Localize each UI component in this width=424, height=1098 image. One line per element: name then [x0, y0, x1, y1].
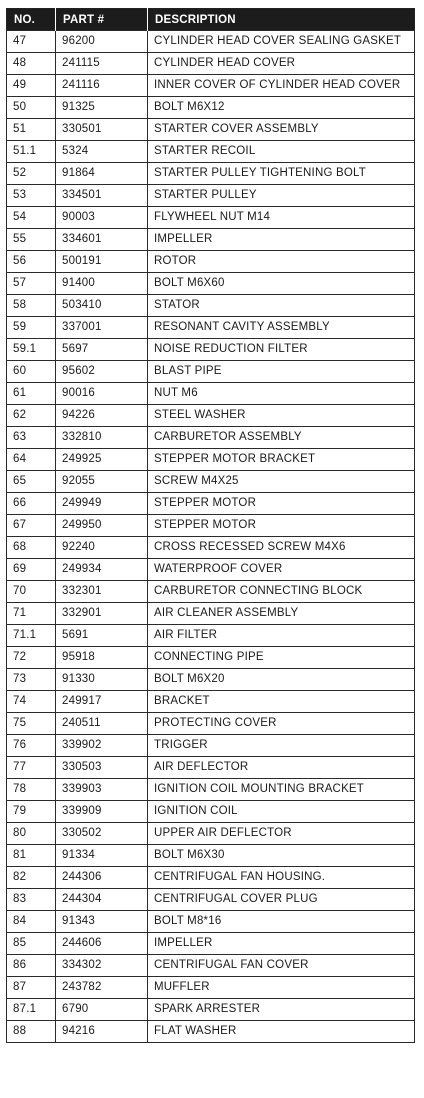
- table-row: [7, 251, 415, 273]
- cell-description: STEPPER MOTOR: [148, 493, 415, 515]
- table-row: [7, 405, 415, 427]
- cell-no: 76: [7, 735, 56, 757]
- cell-no: 77: [7, 757, 56, 779]
- cell-description: BOLT M6X12: [148, 97, 415, 119]
- table-row: [7, 163, 415, 185]
- cell-description: AIR FILTER: [148, 625, 415, 647]
- cell-part-number: 95918: [56, 647, 148, 669]
- cell-part-number: 332301: [56, 581, 148, 603]
- parts-table: [6, 8, 415, 1043]
- cell-part-number: 330502: [56, 823, 148, 845]
- table-row: [7, 75, 415, 97]
- cell-description: SPARK ARRESTER: [148, 999, 415, 1021]
- table-row: [7, 317, 415, 339]
- table-row: [7, 867, 415, 889]
- cell-no: 88: [7, 1021, 56, 1043]
- cell-description: CARBURETOR CONNECTING BLOCK: [148, 581, 415, 603]
- cell-part-number: 249934: [56, 559, 148, 581]
- cell-part-number: 249917: [56, 691, 148, 713]
- table-row: [7, 911, 415, 933]
- cell-part-number: 339902: [56, 735, 148, 757]
- table-row: [7, 361, 415, 383]
- cell-part-number: 249949: [56, 493, 148, 515]
- cell-no: 66: [7, 493, 56, 515]
- table-row: [7, 559, 415, 581]
- cell-description: CARBURETOR ASSEMBLY: [148, 427, 415, 449]
- table-row: [7, 691, 415, 713]
- cell-description: BOLT M6X20: [148, 669, 415, 691]
- cell-part-number: 91334: [56, 845, 148, 867]
- table-row: [7, 119, 415, 141]
- cell-no: 47: [7, 31, 56, 53]
- cell-part-number: 249925: [56, 449, 148, 471]
- cell-part-number: 94226: [56, 405, 148, 427]
- cell-description: STATOR: [148, 295, 415, 317]
- cell-description: BRACKET: [148, 691, 415, 713]
- cell-description: TRIGGER: [148, 735, 415, 757]
- table-row: [7, 229, 415, 251]
- table-row: [7, 999, 415, 1021]
- column-header-description: DESCRIPTION: [148, 9, 415, 31]
- cell-no: 62: [7, 405, 56, 427]
- cell-no: 71: [7, 603, 56, 625]
- cell-no: 65: [7, 471, 56, 493]
- cell-part-number: 90016: [56, 383, 148, 405]
- cell-no: 57: [7, 273, 56, 295]
- cell-no: 49: [7, 75, 56, 97]
- table-row: [7, 273, 415, 295]
- table-row: [7, 383, 415, 405]
- table-row: [7, 603, 415, 625]
- cell-part-number: 91330: [56, 669, 148, 691]
- cell-no: 71.1: [7, 625, 56, 647]
- cell-no: 48: [7, 53, 56, 75]
- table-row: [7, 1021, 415, 1043]
- table-row: [7, 713, 415, 735]
- cell-no: 83: [7, 889, 56, 911]
- cell-part-number: 244306: [56, 867, 148, 889]
- cell-part-number: 249950: [56, 515, 148, 537]
- cell-part-number: 241116: [56, 75, 148, 97]
- cell-description: WATERPROOF COVER: [148, 559, 415, 581]
- cell-part-number: 339903: [56, 779, 148, 801]
- table-header-row: [7, 9, 415, 31]
- column-header-part: PART #: [56, 9, 148, 31]
- cell-no: 51.1: [7, 141, 56, 163]
- table-row: [7, 493, 415, 515]
- cell-part-number: 500191: [56, 251, 148, 273]
- cell-part-number: 91864: [56, 163, 148, 185]
- cell-description: RESONANT CAVITY ASSEMBLY: [148, 317, 415, 339]
- cell-no: 84: [7, 911, 56, 933]
- cell-part-number: 90003: [56, 207, 148, 229]
- cell-part-number: 330503: [56, 757, 148, 779]
- cell-part-number: 332901: [56, 603, 148, 625]
- cell-description: SCREW M4X25: [148, 471, 415, 493]
- table-row: [7, 933, 415, 955]
- cell-description: AIR DEFLECTOR: [148, 757, 415, 779]
- cell-description: IGNITION COIL MOUNTING BRACKET: [148, 779, 415, 801]
- cell-description: ROTOR: [148, 251, 415, 273]
- table-row: [7, 515, 415, 537]
- cell-description: FLYWHEEL NUT M14: [148, 207, 415, 229]
- cell-no: 56: [7, 251, 56, 273]
- cell-description: BOLT M6X60: [148, 273, 415, 295]
- cell-description: STARTER PULLEY TIGHTENING BOLT: [148, 163, 415, 185]
- cell-description: CENTRIFUGAL COVER PLUG: [148, 889, 415, 911]
- cell-description: CYLINDER HEAD COVER: [148, 53, 415, 75]
- table-row: [7, 207, 415, 229]
- cell-description: INNER COVER OF CYLINDER HEAD COVER: [148, 75, 415, 97]
- table-row: [7, 625, 415, 647]
- cell-no: 61: [7, 383, 56, 405]
- cell-no: 80: [7, 823, 56, 845]
- cell-part-number: 96200: [56, 31, 148, 53]
- cell-no: 69: [7, 559, 56, 581]
- cell-no: 54: [7, 207, 56, 229]
- table-row: [7, 845, 415, 867]
- cell-no: 51: [7, 119, 56, 141]
- cell-description: CONNECTING PIPE: [148, 647, 415, 669]
- cell-description: BOLT M8*16: [148, 911, 415, 933]
- table-row: [7, 471, 415, 493]
- cell-no: 60: [7, 361, 56, 383]
- cell-description: CROSS RECESSED SCREW M4X6: [148, 537, 415, 559]
- cell-part-number: 91400: [56, 273, 148, 295]
- cell-description: CENTRIFUGAL FAN COVER: [148, 955, 415, 977]
- cell-description: IMPELLER: [148, 933, 415, 955]
- table-row: [7, 581, 415, 603]
- cell-no: 64: [7, 449, 56, 471]
- cell-no: 55: [7, 229, 56, 251]
- cell-part-number: 6790: [56, 999, 148, 1021]
- cell-part-number: 92055: [56, 471, 148, 493]
- cell-part-number: 330501: [56, 119, 148, 141]
- cell-part-number: 5697: [56, 339, 148, 361]
- table-row: [7, 889, 415, 911]
- cell-no: 75: [7, 713, 56, 735]
- table-row: [7, 185, 415, 207]
- table-row: [7, 295, 415, 317]
- cell-description: STARTER COVER ASSEMBLY: [148, 119, 415, 141]
- cell-description: FLAT WASHER: [148, 1021, 415, 1043]
- cell-no: 70: [7, 581, 56, 603]
- table-row: [7, 97, 415, 119]
- cell-description: STARTER PULLEY: [148, 185, 415, 207]
- cell-part-number: 5691: [56, 625, 148, 647]
- cell-no: 67: [7, 515, 56, 537]
- cell-description: PROTECTING COVER: [148, 713, 415, 735]
- cell-no: 86: [7, 955, 56, 977]
- cell-part-number: 244304: [56, 889, 148, 911]
- table-row: [7, 339, 415, 361]
- cell-no: 74: [7, 691, 56, 713]
- cell-part-number: 244606: [56, 933, 148, 955]
- cell-no: 59.1: [7, 339, 56, 361]
- table-row: [7, 779, 415, 801]
- table-row: [7, 537, 415, 559]
- cell-no: 87: [7, 977, 56, 999]
- table-row: [7, 801, 415, 823]
- cell-no: 68: [7, 537, 56, 559]
- cell-part-number: 334501: [56, 185, 148, 207]
- cell-description: UPPER AIR DEFLECTOR: [148, 823, 415, 845]
- cell-part-number: 92240: [56, 537, 148, 559]
- table-row: [7, 449, 415, 471]
- table-row: [7, 823, 415, 845]
- cell-part-number: 240511: [56, 713, 148, 735]
- cell-part-number: 337001: [56, 317, 148, 339]
- cell-description: CENTRIFUGAL FAN HOUSING.: [148, 867, 415, 889]
- cell-description: STEEL WASHER: [148, 405, 415, 427]
- cell-description: AIR CLEANER ASSEMBLY: [148, 603, 415, 625]
- table-row: [7, 141, 415, 163]
- cell-description: NOISE REDUCTION FILTER: [148, 339, 415, 361]
- cell-part-number: 332810: [56, 427, 148, 449]
- cell-part-number: 339909: [56, 801, 148, 823]
- cell-no: 58: [7, 295, 56, 317]
- cell-no: 79: [7, 801, 56, 823]
- cell-no: 63: [7, 427, 56, 449]
- cell-part-number: 5324: [56, 141, 148, 163]
- cell-no: 78: [7, 779, 56, 801]
- cell-no: 52: [7, 163, 56, 185]
- cell-part-number: 91325: [56, 97, 148, 119]
- cell-no: 53: [7, 185, 56, 207]
- table-body: [7, 31, 415, 1043]
- cell-no: 50: [7, 97, 56, 119]
- cell-no: 72: [7, 647, 56, 669]
- cell-description: BOLT M6X30: [148, 845, 415, 867]
- table-row: [7, 735, 415, 757]
- cell-description: STEPPER MOTOR BRACKET: [148, 449, 415, 471]
- table-row: [7, 647, 415, 669]
- table-row: [7, 955, 415, 977]
- cell-part-number: 334302: [56, 955, 148, 977]
- table-row: [7, 427, 415, 449]
- cell-description: IGNITION COIL: [148, 801, 415, 823]
- table-row: [7, 31, 415, 53]
- table-row: [7, 53, 415, 75]
- cell-no: 81: [7, 845, 56, 867]
- table-row: [7, 669, 415, 691]
- cell-part-number: 95602: [56, 361, 148, 383]
- cell-no: 59: [7, 317, 56, 339]
- cell-part-number: 91343: [56, 911, 148, 933]
- cell-no: 82: [7, 867, 56, 889]
- cell-description: STARTER RECOIL: [148, 141, 415, 163]
- column-header-no: NO.: [7, 9, 56, 31]
- cell-part-number: 503410: [56, 295, 148, 317]
- cell-description: CYLINDER HEAD COVER SEALING GASKET: [148, 31, 415, 53]
- table-row: [7, 977, 415, 999]
- cell-part-number: 334601: [56, 229, 148, 251]
- cell-description: IMPELLER: [148, 229, 415, 251]
- cell-description: NUT M6: [148, 383, 415, 405]
- cell-no: 87.1: [7, 999, 56, 1021]
- cell-no: 85: [7, 933, 56, 955]
- table-row: [7, 757, 415, 779]
- cell-description: BLAST PIPE: [148, 361, 415, 383]
- cell-no: 73: [7, 669, 56, 691]
- cell-description: MUFFLER: [148, 977, 415, 999]
- cell-part-number: 241115: [56, 53, 148, 75]
- cell-part-number: 94216: [56, 1021, 148, 1043]
- cell-part-number: 243782: [56, 977, 148, 999]
- cell-description: STEPPER MOTOR: [148, 515, 415, 537]
